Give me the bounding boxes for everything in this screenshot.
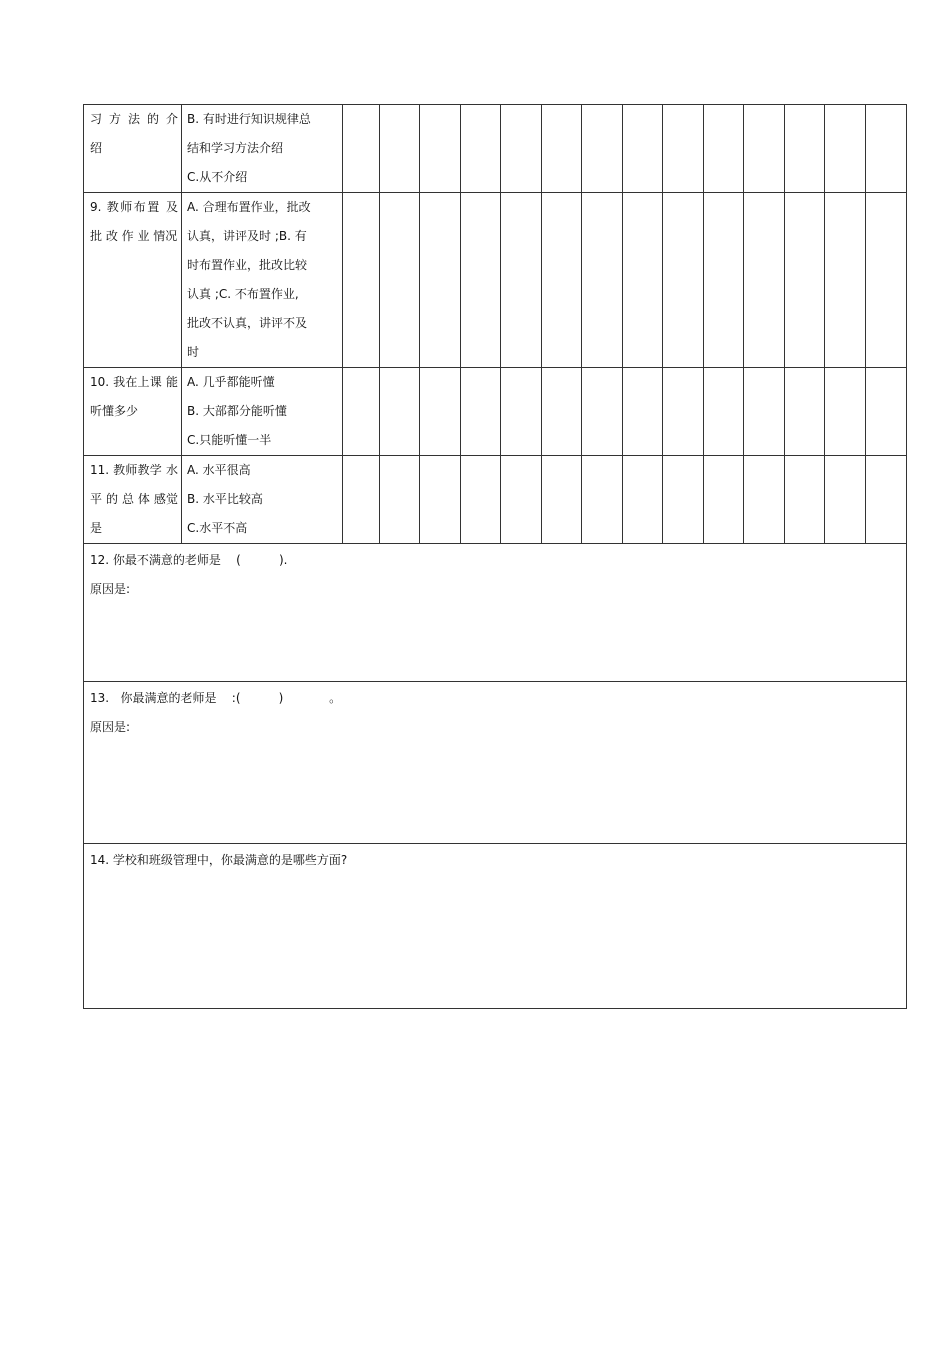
open-question-row (84, 682, 907, 844)
rating-cell[interactable] (663, 105, 704, 193)
rating-cell[interactable] (582, 368, 623, 456)
option-line: 认真 ;C. 不布置作业, (187, 287, 299, 301)
options-cell (182, 456, 343, 544)
option-line: A. 合理布置作业，批改 (187, 200, 311, 214)
rating-cell[interactable] (825, 368, 866, 456)
rating-cell[interactable] (461, 456, 501, 544)
rating-cell[interactable] (501, 193, 542, 368)
rating-cell[interactable] (663, 368, 704, 456)
option-line: 认真，讲评及时 ;B. 有 (187, 229, 307, 243)
rating-cell[interactable] (866, 368, 907, 456)
question-row (84, 105, 907, 193)
question-text: 10. 我在上课 能听懂多少 (90, 375, 178, 418)
option-line: B. 有时进行知识规律总 (187, 112, 311, 126)
option-line: B. 大部都分能听懂 (187, 404, 287, 418)
rating-cell[interactable] (582, 105, 623, 193)
question-cell (84, 368, 182, 456)
rating-cell[interactable] (420, 105, 461, 193)
option-line: C.水平不高 (187, 521, 248, 535)
rating-cell[interactable] (582, 456, 623, 544)
question-cell (84, 105, 182, 193)
reason-label: 原因是: (90, 582, 131, 596)
open-question-text: 12. 你最不满意的老师是 ( ). (90, 553, 288, 567)
rating-cell[interactable] (825, 105, 866, 193)
option-line: 批改不认真，讲评不及 (187, 316, 308, 330)
rating-cell[interactable] (744, 193, 785, 368)
option-line: 时布置作业，批改比较 (187, 258, 308, 272)
rating-cell[interactable] (866, 105, 907, 193)
rating-cell[interactable] (542, 368, 582, 456)
rating-cell[interactable] (380, 456, 420, 544)
open-question-text: 13. 你最满意的老师是 :( ) 。 (90, 691, 342, 705)
rating-cell[interactable] (785, 368, 825, 456)
rating-cell[interactable] (380, 193, 420, 368)
question-text: 9. 教师布置 及 批 改 作 业 情况 (90, 200, 178, 243)
rating-cell[interactable] (501, 456, 542, 544)
option-line: B. 水平比较高 (187, 492, 263, 506)
rating-cell[interactable] (380, 105, 420, 193)
rating-cell[interactable] (825, 193, 866, 368)
open-answer-cell[interactable] (84, 544, 907, 682)
rating-cell[interactable] (663, 456, 704, 544)
rating-cell[interactable] (501, 105, 542, 193)
question-cell (84, 456, 182, 544)
options-cell (182, 193, 343, 368)
rating-cell[interactable] (623, 105, 663, 193)
rating-cell[interactable] (343, 368, 380, 456)
option-line: C.只能听懂一半 (187, 433, 272, 447)
rating-cell[interactable] (542, 193, 582, 368)
rating-cell[interactable] (380, 368, 420, 456)
rating-cell[interactable] (704, 105, 744, 193)
rating-cell[interactable] (704, 368, 744, 456)
rating-cell[interactable] (420, 456, 461, 544)
option-line: 时 (187, 345, 200, 359)
question-row (84, 456, 907, 544)
option-line: A. 几乎都能听懂 (187, 375, 275, 389)
question-row (84, 368, 907, 456)
rating-cell[interactable] (623, 368, 663, 456)
rating-cell[interactable] (420, 193, 461, 368)
rating-cell[interactable] (343, 456, 380, 544)
rating-cell[interactable] (461, 193, 501, 368)
rating-cell[interactable] (744, 456, 785, 544)
question-text: 11. 教师教学 水 平 的 总 体 感觉是 (90, 463, 178, 535)
options-cell (182, 105, 343, 193)
rating-cell[interactable] (623, 456, 663, 544)
option-line: A. 水平很高 (187, 463, 251, 477)
open-answer-cell[interactable] (84, 682, 907, 844)
rating-cell[interactable] (461, 368, 501, 456)
rating-cell[interactable] (785, 456, 825, 544)
options-cell (182, 368, 343, 456)
rating-cell[interactable] (501, 368, 542, 456)
reason-label: 原因是: (90, 720, 131, 734)
rating-cell[interactable] (825, 456, 866, 544)
question-text: 习 方 法 的 介 绍 (90, 112, 178, 155)
rating-cell[interactable] (866, 193, 907, 368)
rating-cell[interactable] (582, 193, 623, 368)
survey-table (83, 104, 907, 1009)
rating-cell[interactable] (343, 105, 380, 193)
rating-cell[interactable] (343, 193, 380, 368)
rating-cell[interactable] (785, 105, 825, 193)
open-answer-cell[interactable] (84, 844, 907, 1009)
question-row (84, 193, 907, 368)
rating-cell[interactable] (420, 368, 461, 456)
question-cell (84, 193, 182, 368)
rating-cell[interactable] (704, 456, 744, 544)
rating-cell[interactable] (785, 193, 825, 368)
rating-cell[interactable] (623, 193, 663, 368)
rating-cell[interactable] (542, 456, 582, 544)
rating-cell[interactable] (704, 193, 744, 368)
rating-cell[interactable] (866, 456, 907, 544)
open-question-text: 14. 学校和班级管理中，你最满意的是哪些方面? (90, 853, 348, 867)
rating-cell[interactable] (461, 105, 501, 193)
rating-cell[interactable] (744, 105, 785, 193)
option-line: C.从不介绍 (187, 170, 248, 184)
rating-cell[interactable] (663, 193, 704, 368)
rating-cell[interactable] (542, 105, 582, 193)
open-question-row (84, 544, 907, 682)
rating-cell[interactable] (744, 368, 785, 456)
option-line: 结和学习方法介绍 (187, 141, 284, 155)
open-question-row (84, 844, 907, 1009)
